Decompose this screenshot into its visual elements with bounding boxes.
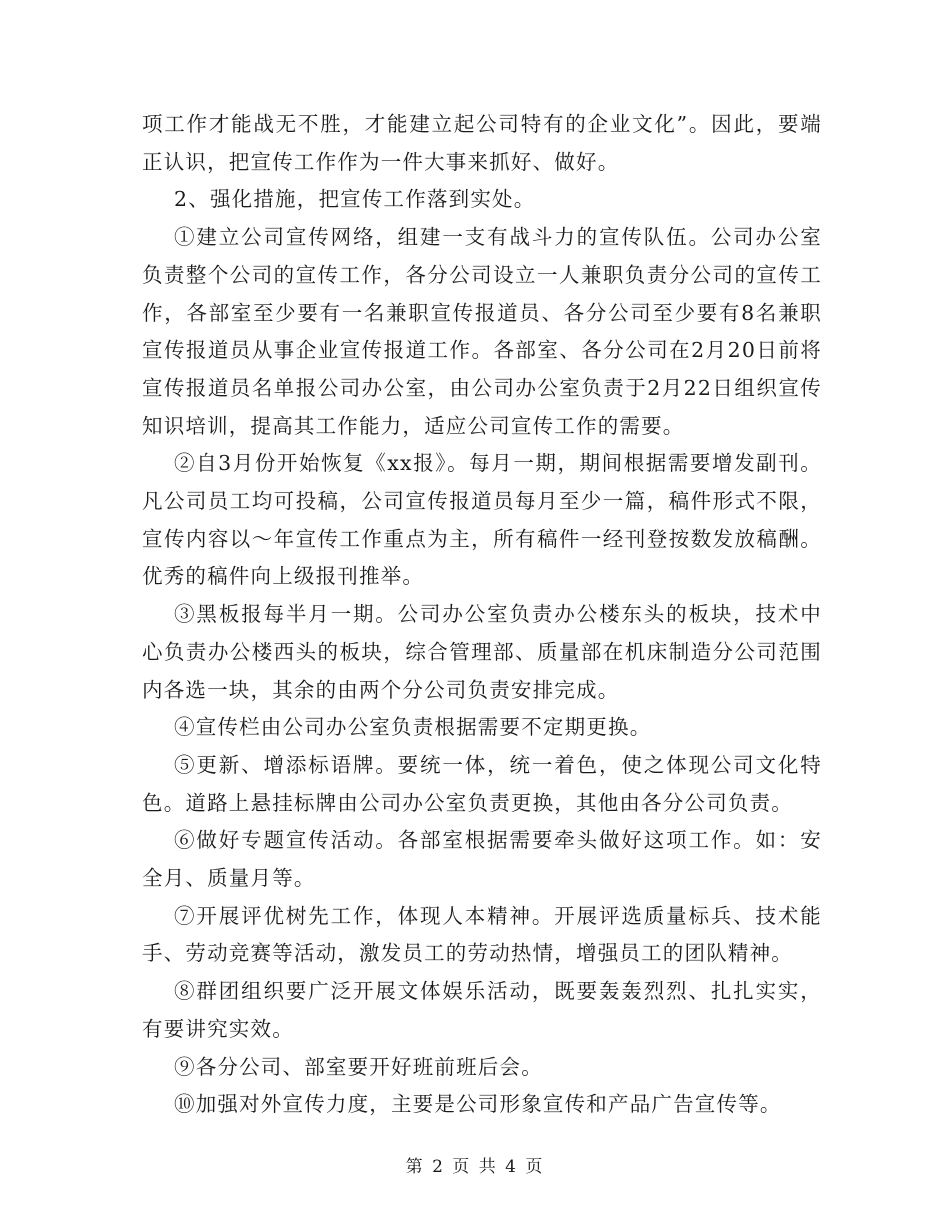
paragraph-item-2: ②自3月份开始恢复《xx报》。每月一期，期间根据需要增发副刊。凡公司员工均可投稿，公司宣传报道员每月至少一篇，稿件形式不限，宣传内容以～年宣传工作重点为主，所有稿件一经刊登按数发放稿酬。优秀的稿件向上级报刊推举。 [142, 451, 822, 589]
page-number-footer: 第 2 页 共 4 页 [405, 1157, 545, 1177]
document-body [142, 106, 822, 1124]
paragraph-item-5: ⑤更新、增添标语牌。要统一体，统一着色，使之体现公司文化特色。道路上悬挂标牌由公司办公室负责更换，其他由各分公司负责。 [142, 752, 822, 815]
paragraph-continuation: 项工作才能战无不胜，才能建立起公司特有的企业文化”。因此，要端正认识，把宣传工作作为一件大事来抓好、做好。 [142, 112, 822, 174]
paragraph-item-4: ④宣传栏由公司办公室负责根据需要不定期更换。 [174, 715, 652, 740]
paragraph-section-2-heading: 2、强化措施，把宣传工作落到实处。 [174, 187, 536, 212]
paragraph-item-8: ⑧群团组织要广泛开展文体娱乐活动，既要轰轰烈烈、扎扎实实，有要讲究实效。 [142, 979, 822, 1041]
paragraph-item-3: ③黑板报每半月一期。公司办公室负责办公楼东头的板块，技术中心负责办公楼西头的板块，综合管理部、质量部在机床制造分公司范围内各选一块，其余的由两个分公司负责安排完成。 [142, 602, 822, 702]
paragraph-item-7: ⑦开展评优树先工作，体现人本精神。开展评选质量标兵、技术能手、劳动竞赛等活动，激发员工的劳动热情，增强员工的团队精神。 [142, 903, 822, 966]
paragraph-item-9: ⑨各分公司、部室要开好班前班后会。 [174, 1054, 543, 1079]
paragraph-item-1: ①建立公司宣传网络，组建一支有战斗力的宣传队伍。公司办公室负责整个公司的宣传工作，各分公司设立一人兼职负责分公司的宣传工作，各部室至少要有一名兼职宣传报道员、各分公司至少要有8名兼职宣传报道员从事企业宣传报道工作。各部室、各分公司在2月20日前将宣传报道员名单报公司办公室，由公司办公室负责于2月22日组织宣传知识培训，提高其工作能力，适应公司宣传工作的需要。 [142, 225, 822, 438]
paragraph-item-10: ⑩加强对外宣传力度，主要是公司形象宣传和产品广告宣传等。 [174, 1092, 782, 1117]
paragraph-item-6: ⑥做好专题宣传活动。各部室根据需要牵头做好这项工作。如：安全月、质量月等。 [142, 828, 822, 891]
